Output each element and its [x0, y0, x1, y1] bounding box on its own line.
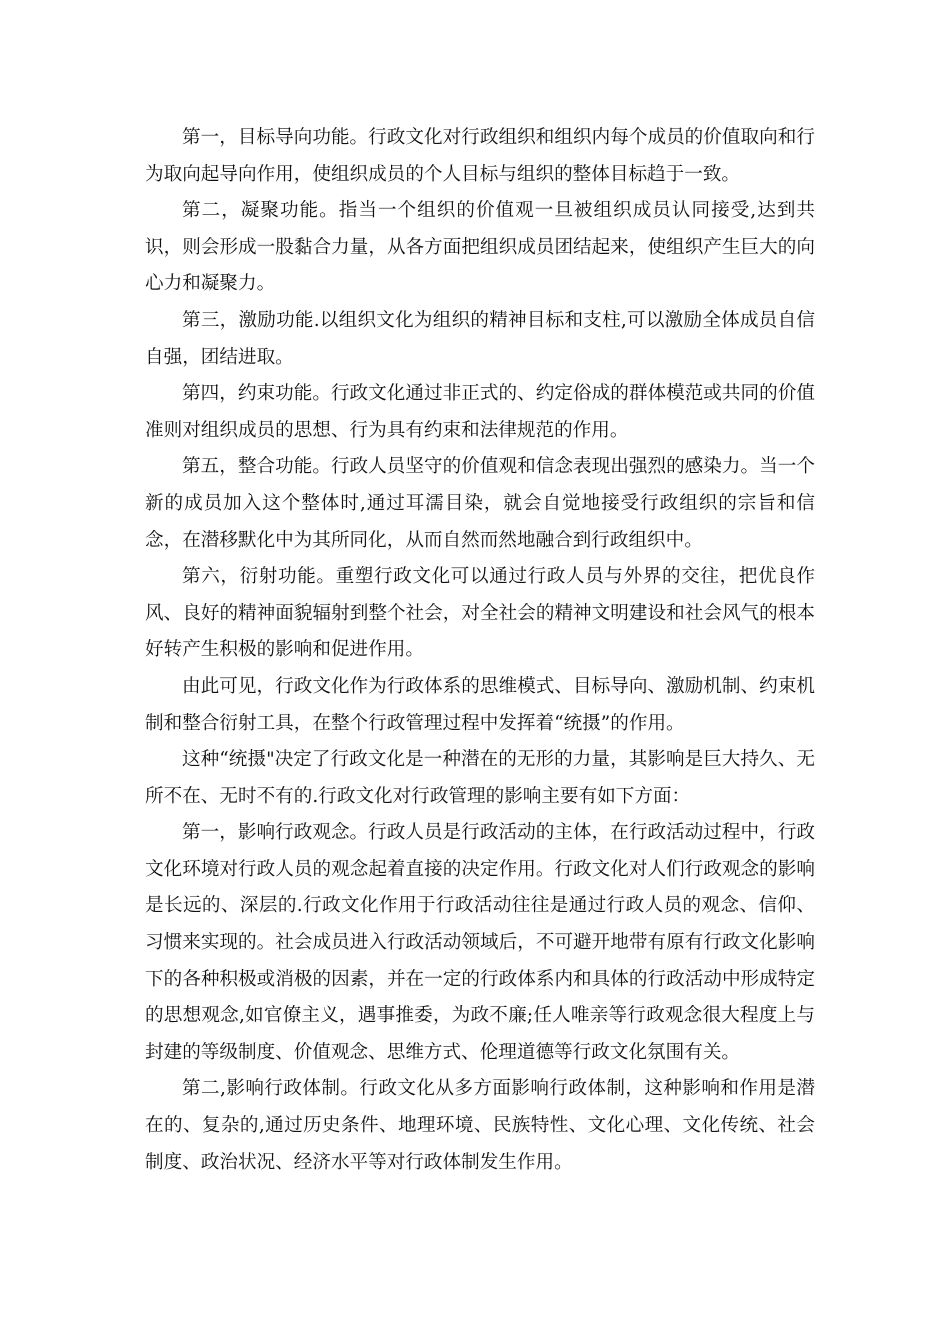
paragraph-cohesion: 第二，凝聚功能。指当一个组织的价值观一旦被组织成员认同接受,达到共识，则会形成一股黏合力量，从各方面把组织成员团结起来，使组织产生巨大的向心力和凝聚力。 [145, 200, 815, 295]
paragraph-influence-system: 第二,影响行政体制。行政文化从多方面影响行政体制，这种影响和作用是潜在的、复杂的,通过历史条件、地理环境、民族特性、文化心理、文化传统、社会制度、政治状况、经济水平等对行政体制发生作用。 [145, 1078, 815, 1173]
paragraph-goal-orientation: 第一，目标导向功能。行政文化对行政组织和组织内每个成员的价值取向和行为取向起导向作用，使组织成员的个人目标与组织的整体目标趋于一致。 [145, 127, 815, 185]
document-body [145, 120, 815, 1181]
paragraph-diffraction: 第六，衍射功能。重塑行政文化可以通过行政人员与外界的交往，把优良作风、良好的精神面貌辐射到整个社会，对全社会的精神文明建设和社会风气的根本好转产生积极的影响和促进作用。 [145, 566, 815, 661]
paragraph-constraint: 第四，约束功能。行政文化通过非正式的、约定俗成的群体模范或共同的价值准则对组织成员的思想、行为具有约束和法律规范的作用。 [145, 383, 815, 441]
paragraph-integration: 第五，整合功能。行政人员坚守的价值观和信念表现出强烈的感染力。当一个新的成员加入这个整体时,通过耳濡目染，就会自觉地接受行政组织的宗旨和信念，在潜移默化中为其所同化，从而自然而然地融合到行政组织中。 [145, 456, 815, 551]
paragraph-summary: 由此可见，行政文化作为行政体系的思维模式、目标导向、激励机制、约束机制和整合衍射工具，在整个行政管理过程中发挥着“统摄”的作用。 [145, 675, 815, 734]
paragraph-influence-intro: 这种“统摄"决定了行政文化是一种潜在的无形的力量，其影响是巨大持久、无所不在、无时不有的.行政文化对行政管理的影响主要有如下方面： [145, 749, 815, 807]
paragraph-influence-concepts: 第一，影响行政观念。行政人员是行政活动的主体，在行政活动过程中，行政文化环境对行政人员的观念起着直接的决定作用。行政文化对人们行政观念的影响是长远的、深层的.行政文化作用于行政活动往往是通过行政人员的观念、信仰、习惯来实现的。社会成员进入行政活动领域后，不可避开地带有原有行政文化影响下的各种积极或消极的因素，并在一定的行政体系内和具体的行政活动中形成特定的思想观念,如官僚主义，遇事推委，为政不廉;任人唯亲等行政观念很大程度上与封建的等级制度、价值观念、思维方式、伦理道德等行政文化氛围有关。 [145, 822, 815, 1063]
paragraph-motivation: 第三，激励功能.以组织文化为组织的精神目标和支柱,可以激励全体成员自信自强，团结进取。 [145, 309, 815, 368]
